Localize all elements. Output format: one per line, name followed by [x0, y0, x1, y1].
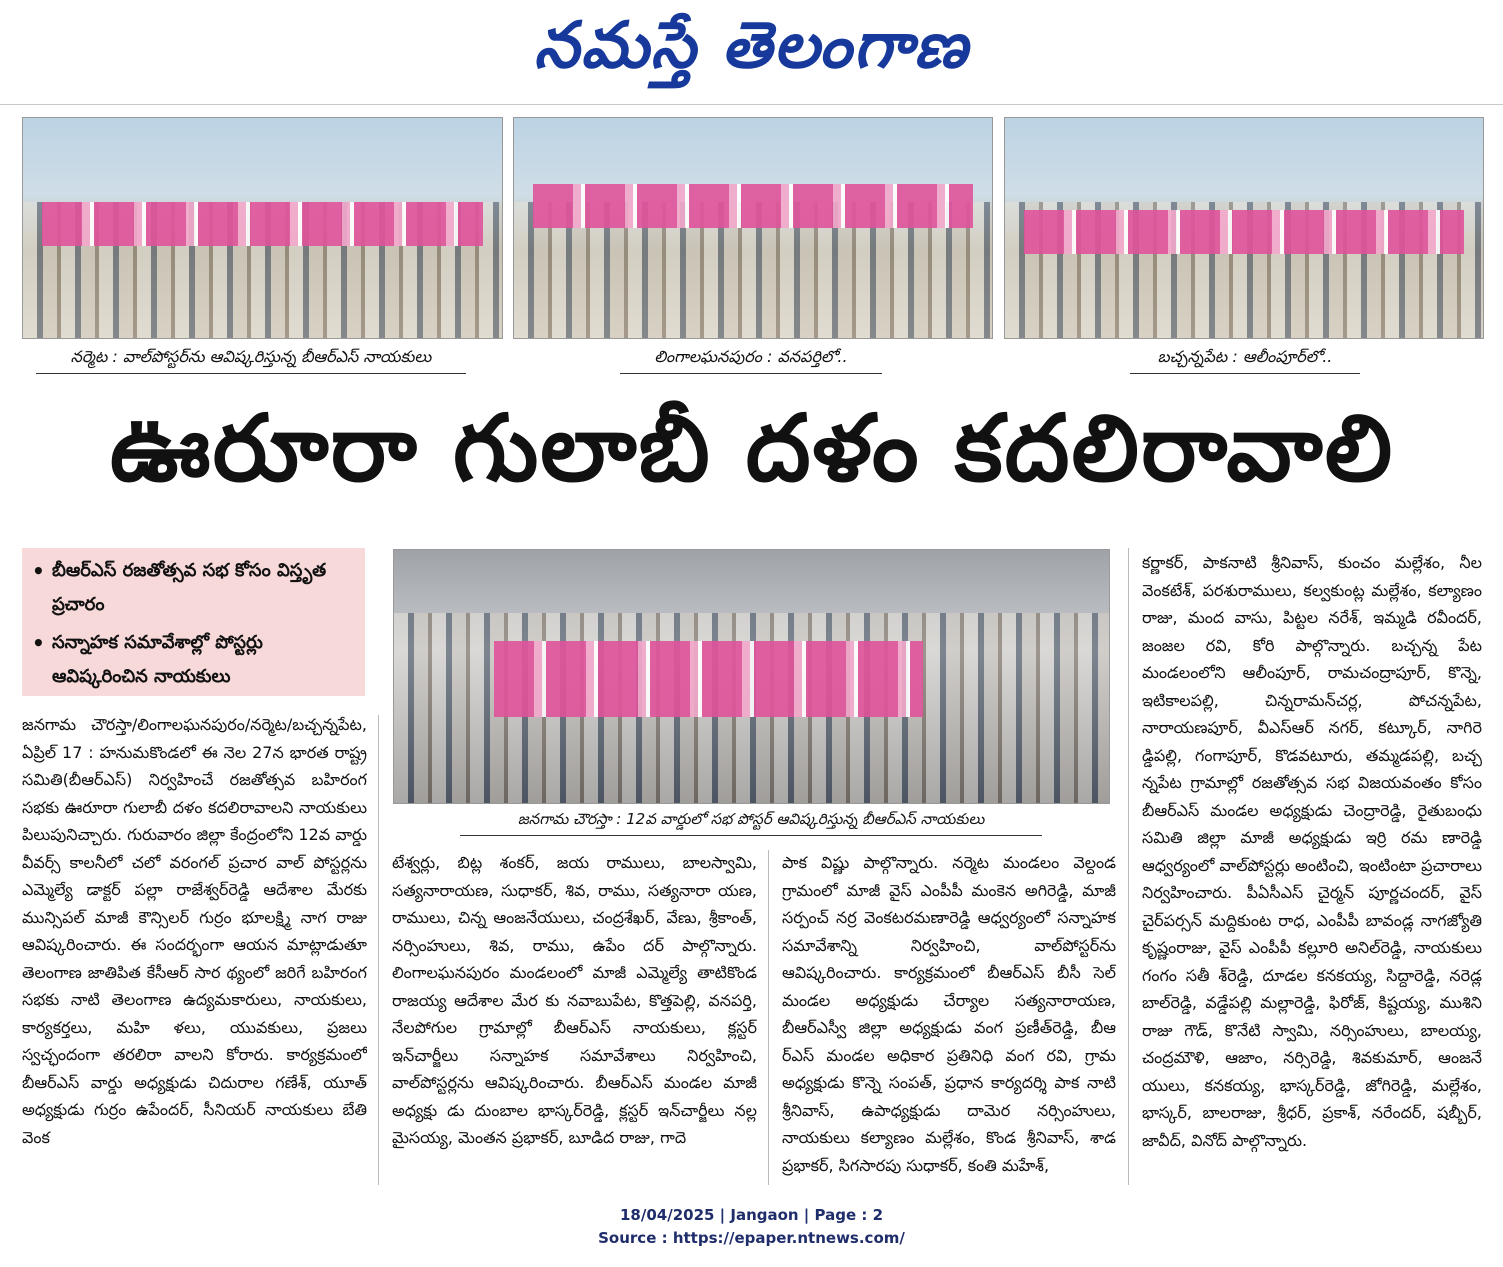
photo-narmeta	[22, 117, 503, 339]
masthead	[0, 0, 1503, 100]
source-link[interactable]: https://epaper.ntnews.com/	[672, 1229, 905, 1247]
highlights-box	[22, 548, 365, 696]
footer-date-edition: 18/04/2025 | Jangaon | Page : 2	[619, 1206, 884, 1224]
masthead-divider	[0, 104, 1503, 105]
photo-caption-main: జనగామ చౌరస్తా : 12వ వార్డులో సభ పోస్టర్ ఆవిష్కరిస్తున్న బీఆర్ఎస్ నాయకులు	[460, 810, 1042, 836]
column-divider	[378, 715, 379, 1185]
column-divider	[768, 850, 769, 1185]
article-text: టేశ్వర్లు, బిట్ల శంకర్, జయ రాములు, బాలస్వామి, సత్యనారాయణ, సుధాకర్, శివ, రాము, సత్యనారా యణ, రాములు, చిన్న ఆంజనేయులు, చంద్రశేఖర్, వేణు, శ్రీకాంత్, నర్సింహులు, శివ, రాము, ఉపేం దర్ పాల్గొన్నారు. లింగాలఘనపురం మండలంలో మాజీ ఎమ్మెల్యే తాటికొండ రాజయ్య ఆదేశాల మేర కు నవాబుపేట, కొత్తపెల్లి, వనపర్తి, నేలపోగుల గ్రామాల్లో బీఆర్ఎస్ నాయకులు, క్లస్టర్ ఇన్‌చార్జీలు సన్నాహక సమావేశాలు నిర్వహించి, వాల్‌పోస్టర్లను ఆవిష్కరించారు. బీఆర్ఎస్ మండల మాజీ అధ్యక్షు డు దుంబాల భాస్కర్‌రెడ్డి, క్లస్టర్ ఇన్‌చార్జీలు నల్ల మైసయ్య, మెంతన ప్రభాకర్, బూడిద రాజు, గాదె	[392, 853, 757, 1147]
highlight-item: • సన్నాహక సమావేశాల్లో పోస్టర్లు ఆవిష్కరించిన నాయకులు	[32, 626, 355, 694]
article-text: జనగామ చౌరస్తా/లింగాలఘనపురం/నర్మెట/బచ్చన్నపేట, ఏప్రిల్ 17 : హనుమకొండలో ఈ నెల 27న భారత రాష్ట్ర సమితి(బీఆర్ఎస్) నిర్వహించే రజతోత్సవ బహిరంగ సభకు ఊరూరా గులాబీ దళం కదలిరావాలని నాయకులు పిలుపునిచ్చారు. గురువారం జిల్లా కేంద్రంలోని 12వ వార్డు వీవర్స్ కాలనీలో చలో వరంగల్ ప్రచార వాల్ పోస్టర్లను ఎమ్మెల్యే డాక్టర్ పల్లా రాజేశ్వర్‌రెడ్డి ఆదేశాల మేరకు మున్సిపల్ మాజీ కౌన్సిలర్ గుర్రం భూలక్ష్మి నాగ రాజు ఆవిష్కరించారు. ఈ సందర్భంగా ఆయన మాట్లాడుతూ తెలంగాణ జాతిపిత కేసీఆర్ సార థ్యంలో జరిగే బహిరంగ సభకు నాటి తెలంగాణ ఉద్యమకారులు, నాయకులు, కార్యకర్తలు, మహి ళలు, యువకులు, ప్రజలు స్వచ్ఛందంగా తరలిరా వాలని కోరారు. కార్యక్రమంలో బీఆర్ఎస్ వార్డు అధ్యక్షుడు చిదురాల గణేశ్, యూత్ అధ్యక్షుడు గుర్రం ఉపేందర్, సీనియర్ నాయకులు బేతి వెంక	[22, 715, 367, 1147]
footer-source-label: Source :	[598, 1229, 673, 1247]
photo-bachannapet	[1004, 117, 1484, 339]
photo-caption-bachannapet: బచ్చన్నపేట : ఆలీంపూర్‌లో..	[1130, 347, 1360, 374]
footer-source	[0, 1229, 1503, 1247]
column-divider	[1128, 548, 1129, 1185]
article-column-4	[1142, 549, 1482, 1185]
article-column-1	[22, 711, 367, 1185]
photo-caption-lingalaghanapuram: లింగాలఘనపురం : వనపర్తిలో..	[620, 347, 882, 374]
article-text: కర్ణాకర్, పాకనాటి శ్రీనివాస్, కుంచం మల్లేశం, నీల వెంకటేశ్, పరశురాములు, కల్వకుంట్ల మల్లేశం, కల్యాణం రాజు, మంద వాసు, పిట్టల నరేశ్, ఇమ్మడి రవీందర్, జంజల రవి, కోరి పాల్గొన్నారు. బచ్చన్న పేట మండలంలోని ఆలీంపూర్, రామచంద్రాపూర్, కొన్నె, ఇటికాలపల్లి, చిన్నరామన్‌చర్ల, పోచన్నపేట, నారాయణపూర్, వీఎస్ఆర్ నగర్, కట్కూర్, నాగిరె డ్డిపల్లి, గంగాపూర్, కొడవటూరు, తమ్మడపల్లి, బచ్చ న్నపేట గ్రామాల్లో రజతోత్సవ సభ విజయవంతం కోసం బీఆర్ఎస్ మండల అధ్యక్షుడు చెంద్రారెడ్డి, రైతుబంధు సమితి జిల్లా మాజీ అధ్యక్షుడు ఇర్రి రమ ణారెడ్డి ఆధ్వర్యంలో వాల్‌పోస్టర్లు అంటించి, ఇంటింటా ప్రచారాలు నిర్వహించారు. పీఏసీఎస్ చైర్మన్ పూర్ణచందర్, వైస్ చైర్‌పర్సన్ మద్దికుంట రాధ, ఎంపీపీ బావండ్ల నాగజ్యోతి కృష్ణంరాజు, వైస్ ఎంపీపీ కల్లూరి అనిల్‌రెడ్డి, నాయకులు గంగం సతీ శ్‌రెడ్డి, దూడల కనకయ్య, సిద్దారెడ్డి, నరెడ్ల బాల్‌రెడ్డి, వడ్డేపల్లి మల్లారెడ్డి, ఫిరోజ్, కిష్టయ్య, ముశిని రాజు గౌడ్, కొనేటి స్వామి, నర్సింహులు, బాలయ్య, చంద్రమౌళి, ఆజాం, నర్సిరెడ్డి, శివకుమార్, ఆంజనే యులు, కనకయ్య, భాస్కర్‌రెడ్డి, జోగిరెడ్డి, మల్లేశం, భాస్కర్, బాలరాజు, శ్రీధర్, ప్రకాశ్, నరేందర్, షబ్బీర్, జావీద్, వినోద్ పాల్గొన్నారు.	[1142, 553, 1482, 1150]
highlight-item: • బీఆర్ఎస్ రజతోత్సవ సభ కోసం విస్తృత ప్రచారం	[32, 554, 355, 622]
newspaper-title: నమస్తే తెలంగాణ	[533, 8, 970, 83]
photo-caption-narmeta: నర్మెట : వాల్‌పోస్టర్‌ను ఆవిష్కరిస్తున్న బీఆర్ఎస్ నాయకులు	[36, 347, 466, 374]
article-text: పాక విష్ణు పాల్గొన్నారు. నర్మెట మండలం వెల్దండ గ్రామంలో మాజీ వైస్ ఎంపీపీ మంకెన అగిరెడ్డి, మాజీ సర్పంచ్ నర్ర వెంకటరమణారెడ్డి ఆధ్వర్యంలో సన్నాహక సమావేశాన్ని నిర్వహించి, వాల్‌పోస్టర్‌ను ఆవిష్కరించారు. కార్యక్రమంలో బీఆర్ఎస్ బీసీ సెల్ మండల అధ్యక్షుడు చేర్యాల సత్యనారాయణ, బీఆర్ఎస్వీ జిల్లా అధ్యక్షుడు వంగ ప్రణీత్‌రెడ్డి, బీఆ ర్ఎస్ మండల అధికార ప్రతినిధి వంగ రవి, గ్రామ అధ్యక్షుడు కొన్నె సంపత్, ప్రధాన కార్యదర్శి పాక నాటి శ్రీనివాస్, ఉపాధ్యక్షుడు దామెర నర్సింహులు, నాయకులు కల్యాణం మల్లేశం, కొండ శ్రీనివాస్, శాడ ప్రభాకర్, సిగసారపు సుధాకర్, కంతి మహేశ్,	[782, 853, 1116, 1175]
photo-jangaon-chowrasta	[393, 549, 1110, 804]
headline: ఊరూరా గులాబీ దళం కదలిరావాలి	[109, 395, 1395, 502]
article-column-3	[782, 849, 1116, 1185]
photo-lingalaghanapuram	[513, 117, 993, 339]
article-column-2	[392, 849, 757, 1185]
